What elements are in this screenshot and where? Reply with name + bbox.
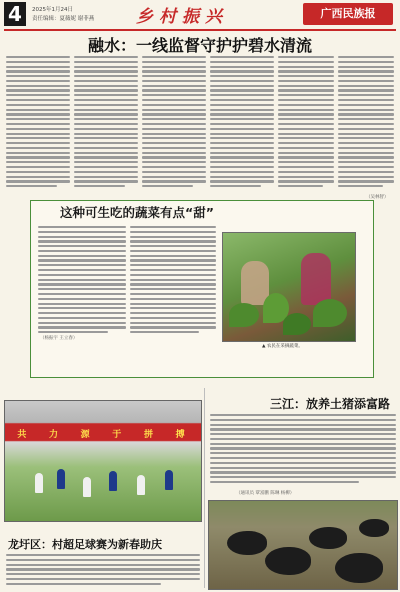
newspaper-masthead: 广西民族报 (303, 3, 393, 25)
player-figure (35, 473, 43, 493)
lead-body-col-1 (6, 56, 70, 187)
story-right-headline: 三江：放养土猪添富路 (270, 397, 391, 411)
banner-char: 搏 (175, 429, 185, 440)
feature-headline: 这种可生吃的蔬菜有点“甜” (60, 205, 214, 220)
player-figure (165, 470, 173, 490)
lead-body-col-6 (338, 56, 394, 187)
leaf-shape (283, 313, 311, 335)
story-right-body (210, 414, 396, 483)
lead-body-col-4 (210, 56, 274, 187)
story-right-credit: （通讯员 覃富鹏 陈琳 杨柳） (236, 491, 295, 496)
vegetable-photo-caption: ▲ 农民在采摘蔬菜。 (262, 344, 303, 349)
player-figure (109, 471, 117, 491)
lead-body-col-5 (278, 56, 334, 187)
lead-body-col-3 (142, 56, 206, 187)
player-figure (57, 469, 65, 489)
banner-char: 拼 (143, 429, 153, 440)
pig-figure (335, 553, 383, 583)
feature-body-col-2 (130, 226, 216, 333)
feature-credit: （杨振宇 王立春） (40, 336, 78, 341)
issue-date: 2025年1月24日 (32, 7, 73, 13)
feature-body-col-1 (38, 226, 126, 333)
column-divider (204, 388, 205, 588)
leaf-shape (313, 299, 347, 327)
banner-char: 力 (48, 429, 58, 440)
story-left-headline: 龙圩区：村超足球赛为新春助庆 (8, 538, 162, 551)
farmer-figure (301, 253, 331, 305)
editor-credit: 责任编辑：夏薇妮 谢菲燕 (32, 16, 95, 22)
header-divider (4, 29, 396, 31)
pig-figure (309, 527, 347, 549)
soccer-match-photo (4, 400, 202, 522)
pig-farming-photo (208, 500, 398, 590)
leaf-shape (229, 303, 259, 327)
pig-figure (265, 547, 311, 575)
banner-char: 源 (80, 429, 90, 440)
stadium-banner (6, 426, 196, 440)
column-title: 乡村振兴 (136, 7, 228, 27)
player-figure (137, 475, 145, 495)
lead-body-col-2 (74, 56, 138, 187)
pig-figure (227, 531, 267, 555)
pig-figure (359, 519, 389, 537)
story-left-body (6, 554, 200, 585)
banner-char: 共 (17, 429, 27, 440)
lead-headline: 融水：一线监督守护护碧水清流 (87, 36, 312, 55)
page-number: 4 (4, 2, 26, 26)
player-figure (83, 477, 91, 497)
vegetable-harvest-photo (222, 232, 356, 342)
banner-char: 于 (112, 429, 122, 440)
lead-byline: （吴林智） (366, 195, 389, 200)
